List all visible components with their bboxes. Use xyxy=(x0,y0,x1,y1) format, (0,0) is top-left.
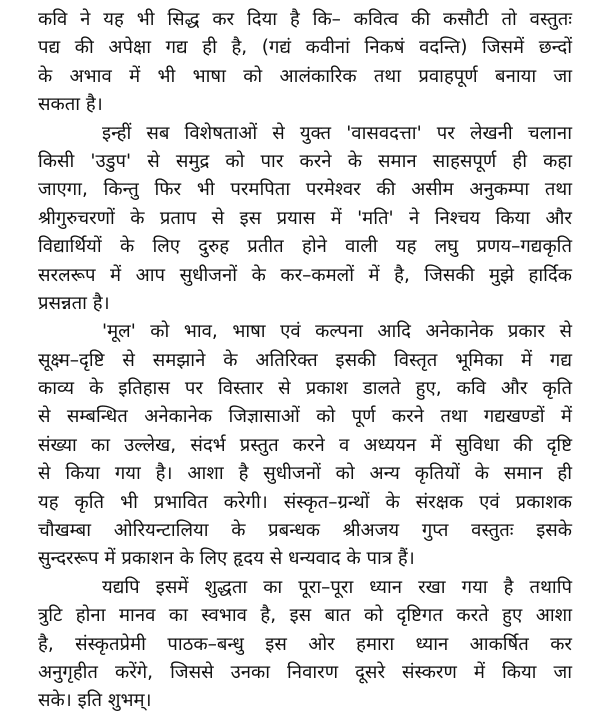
text-line: सुन्दररूप में प्रकाशन के लिए हृदय से धन्यवाद के पात्र हैं। xyxy=(38,548,415,570)
text-line: यह कृति भी प्रभावित करेगी। संस्कृत–ग्रन्थों के संरक्षक एवं प्रकाशक xyxy=(38,491,572,513)
text-line: जाएगा, किन्तु फिर भी परमपिता परमेश्वर की असीम अनुकम्पा तथा xyxy=(38,179,572,201)
text-line: श्रीगुरुचरणों के प्रताप से इस प्रयास में 'मति' ने निश्चय किया और xyxy=(38,207,572,229)
text-line: सकता है। xyxy=(38,94,103,116)
text-line: चौखम्बा ओरियन्टालिया के प्रबन्धक श्रीअजय गुप्त वस्तुतः इसके xyxy=(38,520,572,542)
text-line: इन्हीं सब विशेषताओं से युक्त 'वासवदत्ता' पर लेखनी चलाना xyxy=(102,122,572,144)
text-line: संख्या का उल्लेख, संदर्भ प्रस्तुत करने व अध्ययन में सुविधा की दृष्टि xyxy=(38,434,572,456)
text-line: सूक्ष्म–दृष्टि से समझाने के अतिरिक्त इसकी विस्तृत भूमिका में गद्य xyxy=(38,349,572,371)
text-line: प्रसन्नता है। xyxy=(38,292,110,314)
text-line: के अभाव में भी भाषा को आलंकारिक तथा प्रवाहपूर्ण बनाया जा xyxy=(38,65,572,87)
paragraph xyxy=(38,120,572,319)
text-line: सरलरूप में आप सुधीजनों के कर–कमलों में है, जिसकी मुझे हार्दिक xyxy=(38,264,572,286)
text-line: किसी 'उडुप' से समुद्र को पार करने के समान साहसपूर्ण ही कहा xyxy=(38,150,572,172)
text-line: से किया गया है। आशा है सुधीजनों को अन्य कृतियों के समान ही xyxy=(38,463,572,485)
text-line: से सम्बन्धित अनेकानेक जिज्ञासाओं को पूर्ण करने तथा गद्यखण्डों में xyxy=(38,406,572,428)
text-line: अनुगृहीत करेंगे, जिससे उनका निवारण दूसरे संस्करण में किया जा xyxy=(38,661,572,683)
text-line: यद्यपि इसमें शुद्धता का पूरा–पूरा ध्यान रखा गया है तथापि xyxy=(102,576,572,598)
text-line: सके। इति शुभम्। xyxy=(38,690,152,712)
text-line: काव्य के इतिहास पर विस्तार से प्रकाश डालते हुए, कवि और कृति xyxy=(38,378,572,400)
text-line: पद्य की अपेक्षा गद्य ही है, (गद्यं कवीनां निकषं वदन्ति) जिसमें छन्दों xyxy=(38,37,572,59)
text-line: है, संस्कृतप्रेमी पाठक–बन्धु इस ओर हमारा ध्यान आकर्षित कर xyxy=(38,633,572,655)
document-page xyxy=(38,6,572,716)
paragraph xyxy=(38,574,572,716)
text-line: 'मूल' को भाव, भाषा एवं कल्पना आदि अनेकानेक प्रकार से xyxy=(102,321,572,343)
paragraph xyxy=(38,318,572,574)
text-line: विद्यार्थियों के लिए दुरुह प्रतीत होने वाली यह लघु प्रणय–गद्यकृति xyxy=(38,236,572,258)
paragraph xyxy=(38,6,572,120)
text-line: कवि ने यह भी सिद्ध कर दिया है कि– कवित्व की कसौटी तो वस्तुतः xyxy=(38,9,572,30)
text-line: त्रुटि होना मानव का स्वभाव है, इस बात को दृष्टिगत करते हुए आशा xyxy=(38,605,572,627)
